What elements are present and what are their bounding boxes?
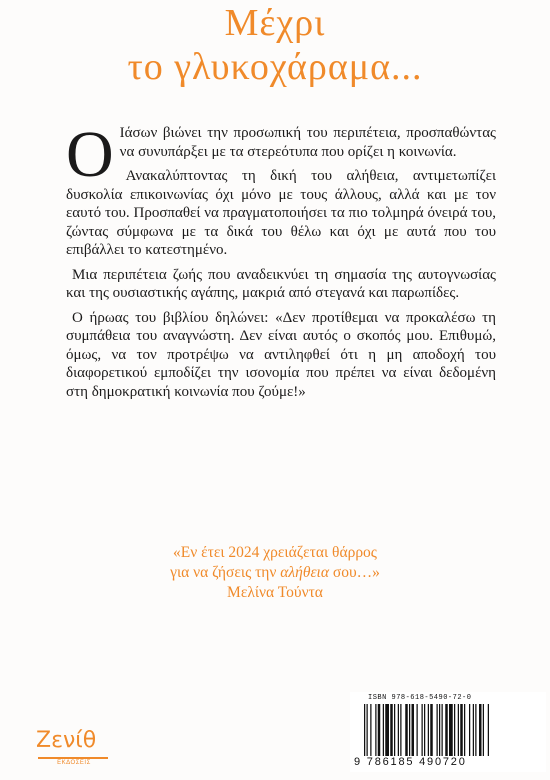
barcode-bar: [473, 704, 474, 756]
barcode-bar: [449, 704, 453, 756]
quote-author: Μελίνα Τούντα: [227, 584, 323, 601]
barcode-bar: [422, 704, 423, 756]
barcode-bar: [405, 704, 408, 756]
barcode-bar: [385, 704, 389, 756]
barcode-bar: [458, 704, 459, 756]
book-title-line-1: Μέχρι: [224, 2, 326, 44]
barcode-bar: [460, 704, 463, 756]
publisher-logo: [36, 728, 116, 778]
blurb-paragraph-2: Ανακαλύπτοντας τη δική του αλήθεια, αντιμετωπίζει δυσκολία επικοινωνίας όχι μόνο με τους άλλους, αλλά και με τον εαυτό του. Προσπαθεί να πραγματοποιήσει τα πιο τολμηρά όνειρά του, ζώντας σύμφωνα με τα δικά του θέλω και όχι με αυτά που του επιβάλλει το κατεστημένο.: [66, 168, 496, 258]
barcode-digits: 9 786185 490720: [354, 756, 467, 768]
barcode-bar: [409, 704, 410, 756]
barcode-bar: [375, 704, 376, 756]
isbn-label: ISBN 978-618-5490-72-0: [368, 694, 472, 702]
barcode-bar: [367, 704, 368, 756]
barcode-bar: [437, 704, 438, 756]
blurb-paragraph-4: Ο ήρωας του βιβλίου δηλώνει: «Δεν προτίθεμαι να προκαλέσω τη συμπάθεια του αναγνώστη. Δεν είναι αυτός ο σκοπός μου. Επιθυμώ, όμως, να τον προτρέψω να αντιληφθεί ότι η μη αποδοχή του διαφορετικού εμποδίζει την ισονομία που πρέπει να είναι δεδομένη στη δημοκρατική κοινωνία που ζούμε!»: [66, 309, 496, 400]
barcode-bars: [364, 704, 534, 756]
publisher-name: Ζενίθ: [36, 728, 97, 753]
logo-divider: [38, 757, 108, 759]
barcode-bar: [378, 704, 381, 756]
publisher-subtitle: ΕΚΔΟΣΕΙΣ: [57, 760, 91, 766]
barcode-bar: [398, 704, 399, 756]
barcode-bar: [394, 704, 395, 756]
barcode-bar: [412, 704, 415, 756]
barcode-bar: [479, 704, 482, 756]
blurb-paragraph-1: [66, 118, 496, 191]
book-title-line-2: το γλυκοχάραμα...: [127, 46, 423, 88]
quote-line-1: «Εν έτει 2024 χρειάζεται θάρρος: [173, 544, 377, 561]
barcode-bar: [390, 704, 393, 756]
barcode-bar: [364, 704, 365, 756]
blurb-paragraph-1-text: Ιάσων βιώνει την προσωπική του περιπέτεια, προσπαθώντας να συνυπάρξει με τα στερεότυπα που ορίζει η κοινωνία.: [119, 125, 496, 160]
quote-line-2: [0, 563, 550, 583]
barcode-bar: [424, 704, 425, 756]
blurb-paragraph-3: Μια περιπέτεια ζωής που αναδεικνύει τη σημασία της αυτογνωσίας και της ουσιαστικής αγάπης, μακριά από στεγανά και παρωπίδες.: [66, 266, 496, 301]
quote-emphasis: αλήθεια: [280, 564, 329, 581]
barcode-bar: [442, 704, 443, 756]
quote-line-2-end: σου…»: [329, 564, 380, 581]
endorsement-quote: [0, 543, 550, 603]
barcode-bar: [469, 704, 470, 756]
barcode-bar: [383, 704, 384, 756]
drop-cap: Ο: [66, 118, 114, 191]
barcode-bar: [483, 704, 484, 756]
isbn-barcode: [350, 692, 546, 772]
quote-line-2-start: για να ζήσεις την: [170, 564, 281, 581]
barcode-bar: [428, 704, 429, 756]
back-cover-blurb: [66, 118, 496, 407]
barcode-bar: [417, 704, 418, 756]
barcode-bar: [445, 704, 448, 756]
barcode-bar: [454, 704, 455, 756]
barcode-bar: [464, 704, 465, 756]
barcode-bar: [430, 704, 433, 756]
barcode-bar: [400, 704, 401, 756]
barcode-bar: [439, 704, 440, 756]
barcode-bar: [370, 704, 371, 756]
barcode-bar: [488, 704, 489, 756]
barcode-bar: [475, 704, 476, 756]
